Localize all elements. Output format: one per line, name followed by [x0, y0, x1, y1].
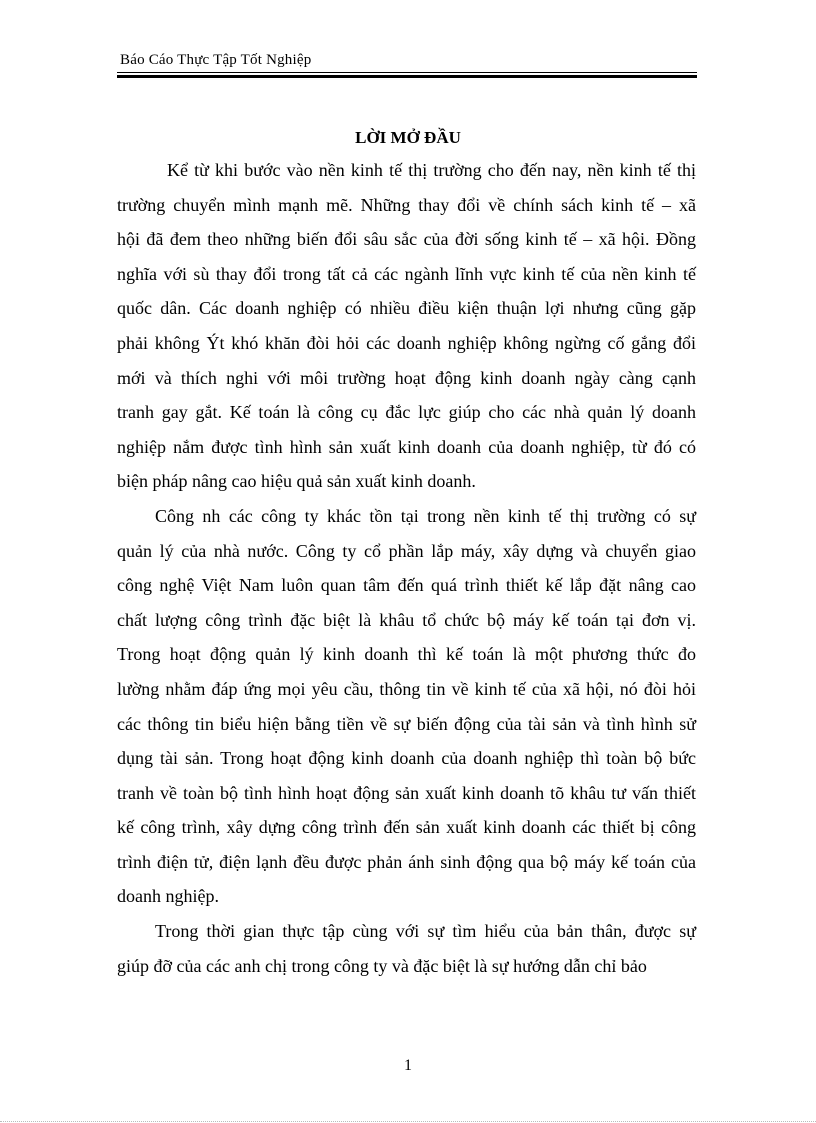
text-line: tranh gay gắt. Kế toán là công cụ đắc lực giúp cho các nhà quản lý doanh — [117, 402, 696, 423]
paragraph-3 — [117, 914, 696, 983]
page-bottom-edge — [0, 1121, 816, 1122]
text-line: trường chuyển mình mạnh mẽ. Những thay đổi về chính sách kinh tế – xã — [117, 194, 696, 215]
text-line: nghiệp nắm được tình hình sản xuất kinh doanh của doanh nghiệp, từ đó có — [117, 436, 696, 457]
paragraph-1 — [117, 153, 696, 499]
text-line: kế công trình, xây dựng công trình đến sản xuất kinh doanh các thiết bị công — [117, 817, 696, 838]
text-line: biện pháp nâng cao hiệu quả sản xuất kinh doanh. — [117, 471, 476, 492]
paragraph-2 — [117, 499, 696, 914]
document-title: LỜI MỞ ĐẦU — [355, 128, 461, 147]
text-line: tranh về toàn bộ tình hình hoạt động sản xuất kinh doanh tõ khâu tư vấn thiết — [117, 782, 696, 803]
text-line: doanh nghiệp. — [117, 886, 219, 907]
text-line: Trong hoạt động quản lý kinh doanh thì kế toán là một phương thức đo — [117, 644, 696, 665]
text-line: trình điện tử, điện lạnh đều được phản ánh sinh động qua bộ máy kế toán của — [117, 851, 696, 872]
text-line: nghĩa với sù thay đổi trong tất cả các ngành lĩnh vực kinh tế của nền kinh tế — [117, 263, 696, 284]
text-line: quản lý của nhà nước. Công ty cổ phần lắp máy, xây dựng và chuyển giao — [117, 540, 696, 561]
text-line: giúp đỡ của các anh chị trong công ty và đặc biệt là sự hướng dẫn chỉ bảo — [117, 955, 647, 976]
document-body — [117, 153, 696, 983]
text-line: Công nh các công ty khác tồn tại trong nền kinh tế thị trường có sự — [155, 505, 696, 526]
page-header-text: Báo Cáo Thực Tập Tốt Nghiệp — [120, 52, 312, 68]
text-line: Trong thời gian thực tập cùng với sự tìm hiểu của bản thân, được sự — [155, 921, 696, 942]
text-line: chất lượng công trình đặc biệt là khâu tổ chức bộ máy kế toán tại đơn vị. — [117, 609, 696, 630]
text-line: hội đã đem theo những biến đổi sâu sắc của đời sống kinh tế – xã hội. Đồng — [117, 229, 696, 250]
text-line: công nghệ Việt Nam luôn quan tâm đến quá trình thiết kế lắp đặt nâng cao — [117, 575, 696, 596]
text-line: dụng tài sản. Trong hoạt động kinh doanh của doanh nghiệp thì toàn bộ bức — [117, 748, 696, 769]
text-line: quốc dân. Các doanh nghiệp có nhiều điều kiện thuận lợi nhưng cũng gặp — [117, 298, 696, 319]
text-line: mới và thích nghi với môi trường hoạt động kinh doanh ngày càng cạnh — [117, 367, 696, 388]
text-line: phải không Ýt khó khăn đòi hỏi các doanh nghiệp không ngừng cố gắng đổi — [117, 332, 696, 353]
text-line: lường nhằm đáp ứng mọi yêu cầu, thông tin về kinh tế của xã hội, nó đòi hỏi — [117, 678, 696, 699]
text-line: các thông tin biểu hiện bằng tiền về sự biến động của tài sản và tình hình sử — [117, 713, 696, 734]
page-number: 1 — [404, 1057, 412, 1074]
header-rule-thin — [117, 72, 697, 73]
header-rule-thick — [117, 75, 697, 78]
text-line: Kể từ khi bước vào nền kinh tế thị trường cho đến nay, nền kinh tế thị — [167, 160, 696, 180]
